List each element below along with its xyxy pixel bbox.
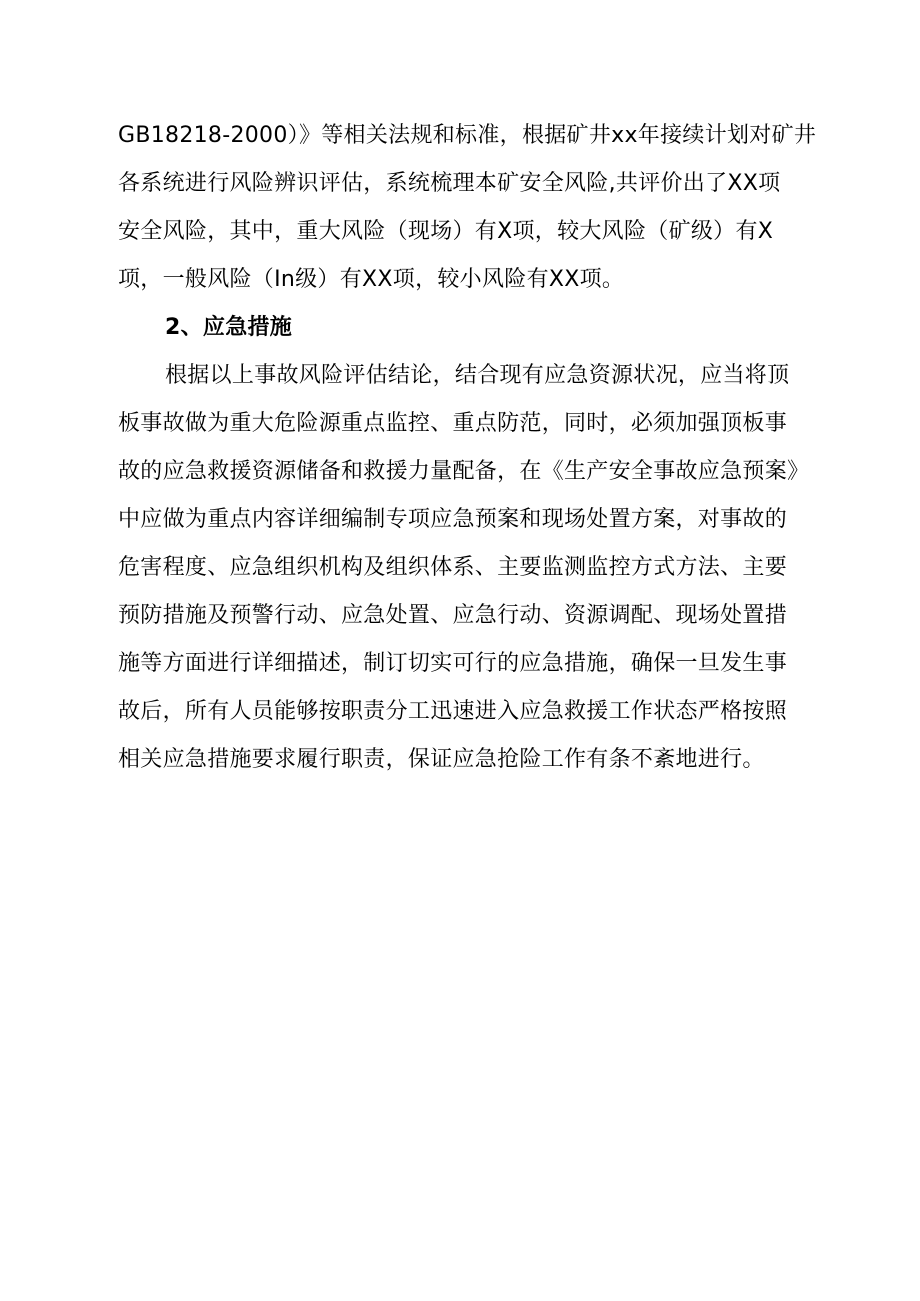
paragraph-line: 中应做为重点内容详细编制专项应急预案和现场处置方案，对事故的: [118, 507, 788, 532]
paragraph-line: 施等方面进行详细描述，制订切实可行的应急措施，确保一旦发生事: [118, 651, 788, 676]
paragraph-line: GB18218-2000）》等相关法规和标准，根据矿井xx年接续计划对矿井: [118, 123, 817, 148]
paragraph-line: 项，一般风险（In级）有XX项，较小风险有XX项。: [118, 267, 625, 292]
paragraph-line: 各系统进行风险辨识评估，系统梳理本矿安全风险,共评价出了XX项: [118, 171, 781, 196]
document-body: [118, 112, 824, 784]
emergency-measures-paragraph: [118, 352, 824, 784]
paragraph-line: 相关应急措施要求履行职责，保证应急抢险工作有条不紊地进行。: [118, 747, 765, 772]
paragraph-line: 故的应急救援资源储备和救援力量配备，在《生产安全事故应急预案》: [118, 459, 810, 484]
paragraph-line: 预防措施及预警行动、应急处置、应急行动、资源调配、现场处置措: [118, 603, 788, 628]
paragraph-line: 板事故做为重大危险源重点监控、重点防范，同时，必须加强顶板事: [118, 411, 788, 436]
section-heading: 2、应急措施: [165, 315, 293, 340]
paragraph-line: 危害程度、应急组织机构及组织体系、主要监测监控方式方法、主要: [118, 555, 788, 580]
risk-assessment-paragraph: [118, 112, 824, 304]
paragraph-line: 根据以上事故风险评估结论，结合现有应急资源状况，应当将顶: [165, 363, 790, 388]
paragraph-line: 安全风险，其中，重大风险（现场）有X项，较大风险（矿级）有X: [118, 219, 774, 244]
paragraph-line: 故后，所有人员能够按职责分工迅速进入应急救援工作状态严格按照: [118, 699, 788, 724]
